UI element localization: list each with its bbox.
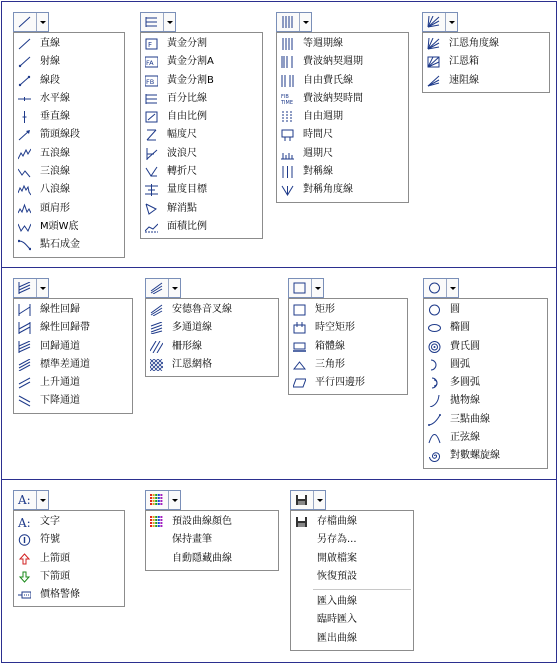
menu-item-label: 自由週期 [303, 111, 343, 123]
menu-item-eight-wave[interactable] [14, 181, 124, 199]
blank-icon [295, 571, 308, 583]
menu-item-label: 價格警條 [40, 589, 80, 601]
segment-icon [18, 75, 31, 87]
wave-ruler-icon [145, 148, 158, 160]
menu-item-regression-band[interactable] [14, 319, 132, 337]
menu-item-label: 正弦線 [450, 432, 480, 444]
chevron-down-icon[interactable] [36, 13, 49, 31]
menu-item-label: 另存為... [317, 534, 357, 546]
annotations-dropdown-menu [13, 510, 125, 607]
blank-icon [295, 596, 308, 608]
menu-item-ellipse[interactable] [424, 319, 547, 337]
menu-item-free-ratio[interactable] [141, 108, 262, 126]
file-toolbar-button[interactable] [290, 490, 326, 510]
menu-item-box-line[interactable] [289, 338, 407, 356]
menu-item-m-top-w-bottom[interactable] [14, 218, 124, 236]
menu-item-gann-box[interactable] [423, 53, 549, 71]
menu-item-horizontal-line[interactable] [14, 90, 124, 108]
gann-fan-icon [427, 16, 441, 29]
rectangle-icon [293, 282, 307, 295]
regression-band-icon [18, 322, 31, 334]
menu-item-price-alert[interactable] [14, 586, 124, 604]
svg-text:FB: FB [146, 77, 155, 86]
ratios-toolbar-button[interactable] [140, 12, 176, 32]
menu-item-fibonacci-cycle[interactable] [277, 53, 408, 71]
menu-item-label: 多通道線 [172, 322, 212, 334]
down-channel-icon [18, 395, 31, 407]
menu-item-golden-ratio-b[interactable] [141, 72, 262, 90]
menu-item-label: 自由比例 [167, 111, 207, 123]
gann-box-icon [427, 56, 440, 68]
menu-item-label: 江恩網格 [172, 358, 212, 370]
menu-item-label: 垂直線 [40, 111, 70, 123]
cycle-lines-icon [281, 16, 295, 29]
blank-icon [295, 633, 308, 645]
color-palette-icon [150, 494, 164, 507]
menu-item-up-channel[interactable] [14, 374, 132, 392]
menu-item-label: 對稱線 [303, 166, 333, 178]
fence-line-icon [150, 341, 163, 353]
std-dev-channel-icon [18, 359, 31, 371]
menu-item-label: 直線 [40, 38, 60, 49]
menu-item-label: 圓 [450, 304, 460, 315]
menu-item-golden-ratio[interactable] [141, 35, 262, 53]
menu-item-auto-hide[interactable] [146, 550, 278, 568]
menu-item-symmetry-angle[interactable] [277, 181, 408, 199]
range-ruler-icon [145, 129, 158, 141]
menu-item-save[interactable] [291, 513, 413, 531]
menu-item-label: 拋物線 [450, 395, 480, 407]
andrews-toolbar-button[interactable] [145, 278, 181, 298]
menu-item-free-cycle[interactable] [277, 108, 408, 126]
menu-item-label: 恢復預設 [317, 570, 357, 582]
rectangle-icon [293, 304, 306, 316]
menu-item-label: 面積比例 [167, 220, 207, 232]
menu-item-label: 週期尺 [303, 147, 333, 159]
menu-item-label: 射線 [40, 56, 60, 68]
menu-item-label: 速阻線 [449, 74, 479, 86]
chevron-down-icon[interactable] [36, 279, 49, 297]
menu-item-plain[interactable] [291, 593, 413, 611]
menu-item-cycle-ruler[interactable] [277, 145, 408, 163]
menu-item-plain[interactable] [291, 568, 413, 586]
lines-toolbar-button[interactable] [13, 12, 49, 32]
menu-item-label: 多圓弧 [450, 377, 480, 389]
menu-item-ray[interactable] [14, 53, 124, 71]
symbol-icon [18, 534, 31, 546]
menu-item-label: 時間尺 [303, 129, 333, 141]
menu-item-down-channel[interactable] [14, 392, 132, 410]
andrews-pitchfork-icon [150, 282, 164, 295]
menu-item-label: 費氏圓 [450, 340, 480, 352]
menu-item-label: 箱體線 [315, 340, 345, 352]
row-divider [1, 267, 557, 268]
golden-ratio-b-icon [145, 75, 158, 87]
symmetry-line-icon [281, 166, 294, 178]
line-icon [18, 16, 32, 29]
menu-item-fence-line[interactable] [146, 338, 278, 356]
menu-item-linear-regression[interactable] [14, 301, 132, 319]
menu-item-label: 江恩角度線 [449, 38, 499, 49]
gold-touch-icon [18, 239, 31, 251]
menu-item-equal-cycle[interactable] [277, 35, 408, 53]
menu-item-plain[interactable] [291, 630, 413, 648]
menu-item-label: 黃金分割B [167, 74, 214, 86]
free-fibonacci-icon [281, 75, 294, 87]
turning-ruler-icon [145, 166, 158, 178]
percent-line-icon [145, 93, 158, 105]
area-ratio-icon [145, 221, 158, 233]
blank-icon [295, 553, 308, 565]
menu-item-gold-touch[interactable] [14, 236, 124, 254]
regression-channel-icon [18, 341, 31, 353]
menu-item-arc[interactable] [424, 356, 547, 374]
gann-grid-icon [150, 359, 163, 371]
menu-item-label: 保持畫筆 [172, 534, 212, 546]
menu-item-label: 對數螺旋線 [450, 450, 500, 462]
menu-item-label: 五浪線 [40, 147, 70, 159]
menu-item-regression-channel[interactable] [14, 338, 132, 356]
curves-toolbar-button[interactable] [423, 278, 459, 298]
menu-item-label: 量度目標 [167, 184, 207, 196]
chevron-down-icon[interactable] [445, 13, 458, 31]
fibonacci-circle-icon [428, 341, 441, 353]
menu-item-label: 預設曲線顏色 [172, 516, 232, 527]
chevron-down-icon[interactable] [163, 13, 176, 31]
menu-item-multi-arc[interactable] [424, 374, 547, 392]
menu-item-sine-line[interactable] [424, 429, 547, 447]
menu-item-label: 費波納契週期 [303, 56, 363, 68]
color-toolbar-button[interactable] [145, 490, 181, 510]
menu-item-label: 自動隱藏曲線 [172, 552, 232, 564]
menu-item-measure-target[interactable] [141, 181, 262, 199]
menu-item-label: 開啟檔案 [317, 552, 357, 564]
ray-icon [18, 56, 31, 68]
menu-item-segment[interactable] [14, 72, 124, 90]
save-icon [295, 494, 309, 507]
three-wave-icon [18, 166, 31, 178]
time-ruler-icon [281, 129, 294, 141]
lines-dropdown-menu [13, 32, 125, 258]
menu-item-label: 圓弧 [450, 358, 470, 370]
triangle-icon [293, 359, 306, 371]
menu-item-label: 頭肩形 [40, 202, 70, 214]
free-cycle-icon [281, 111, 294, 123]
chevron-down-icon[interactable] [168, 279, 181, 297]
menu-item-label: 百分比線 [167, 92, 207, 104]
menu-item-andrews-pitchfork[interactable] [146, 301, 278, 319]
menu-item-plain[interactable] [291, 611, 413, 629]
menu-item-up-arrow[interactable] [14, 550, 124, 568]
channels-dropdown-menu [13, 298, 133, 414]
regression-channel-icon [18, 282, 32, 295]
measure-target-icon [145, 184, 158, 196]
menu-item-time-ruler[interactable] [277, 126, 408, 144]
menu-item-gann-angle[interactable] [423, 35, 549, 53]
menu-item-parabola[interactable] [424, 392, 547, 410]
chevron-down-icon[interactable] [168, 491, 181, 509]
three-point-curve-icon [428, 414, 441, 426]
menu-item-label: 黃金分割A [167, 56, 214, 68]
svg-text:FIB: FIB [281, 93, 289, 100]
symmetry-angle-icon [281, 184, 294, 196]
curves-dropdown-menu [423, 298, 548, 469]
menu-item-free-fibonacci[interactable] [277, 72, 408, 90]
menu-item-label: 標準差通道 [40, 358, 90, 370]
menu-item-label: 時空矩形 [315, 322, 355, 334]
menu-item-label: 水平線 [40, 92, 70, 104]
resolve-point-icon [145, 203, 158, 215]
text-icon: A: [18, 493, 31, 507]
menu-item-line[interactable] [14, 35, 124, 53]
menu-item-vertical-line[interactable] [14, 108, 124, 126]
menu-item-label: 平行四邊形 [315, 377, 365, 389]
menu-item-fibonacci-circle[interactable] [424, 338, 547, 356]
ratios-dropdown-menu [140, 32, 263, 239]
parallelogram-icon [293, 377, 306, 389]
parabola-icon [428, 395, 441, 407]
menu-item-label: 存檔曲線 [317, 516, 357, 527]
equal-cycle-icon [281, 38, 294, 50]
auto-hide-icon [150, 553, 163, 565]
andrews-pitchfork-icon [150, 304, 163, 316]
menu-item-label: 八浪線 [40, 184, 70, 196]
menu-item-label: 點石成金 [40, 239, 80, 251]
svg-text:FA: FA [146, 59, 154, 68]
menu-item-symbol[interactable] [14, 531, 124, 549]
menu-item-label: 江恩箱 [449, 56, 479, 68]
circle-icon [428, 304, 441, 316]
menu-item-plain[interactable] [291, 550, 413, 568]
svg-text:TIME: TIME [281, 99, 294, 105]
menu-item-label: 文字 [40, 516, 60, 527]
menu-item-label: 轉折尺 [167, 166, 197, 178]
menu-item-plain[interactable] [291, 531, 413, 549]
gann-dropdown-menu [422, 32, 550, 93]
menu-item-down-arrow[interactable] [14, 568, 124, 586]
menu-item-resolve-point[interactable] [141, 200, 262, 218]
up-channel-icon [18, 377, 31, 389]
keep-pen-icon [150, 534, 163, 546]
menu-item-multi-channel[interactable] [146, 319, 278, 337]
text-icon: A: [18, 516, 31, 530]
menu-item-label: 自由費氏線 [303, 74, 353, 86]
menu-item-turning-ruler[interactable] [141, 163, 262, 181]
shapes-dropdown-menu [288, 298, 408, 395]
menu-separator [313, 589, 411, 590]
menu-item-label: 三點曲線 [450, 413, 490, 425]
multi-arc-icon [428, 377, 441, 389]
menu-item-label: 對稱角度線 [303, 184, 353, 196]
free-ratio-icon [145, 111, 158, 123]
menu-item-gann-grid[interactable] [146, 356, 278, 374]
menu-item-range-ruler[interactable] [141, 126, 262, 144]
menu-item-circle[interactable] [424, 301, 547, 319]
menu-item-label: 臨時匯入 [317, 614, 357, 626]
menu-item-percent-line[interactable] [141, 90, 262, 108]
head-shoulders-icon [18, 203, 31, 215]
fibonacci-time-icon [281, 93, 294, 105]
box-line-icon [293, 341, 306, 353]
gann-angle-icon [427, 38, 440, 50]
menu-item-speed-resistance[interactable] [423, 72, 549, 90]
menu-item-label: 線性回歸 [40, 304, 80, 315]
menu-item-label: 三浪線 [40, 166, 70, 178]
menu-item-log-spiral[interactable] [424, 447, 547, 465]
menu-item-label: 箭頭線段 [40, 129, 80, 141]
menu-item-label: 橢圓 [450, 322, 470, 334]
menu-item-golden-ratio-a[interactable] [141, 53, 262, 71]
log-spiral-icon [428, 450, 441, 462]
menu-item-label: 波浪尺 [167, 147, 197, 159]
m-top-w-bottom-icon [18, 221, 31, 233]
menu-item-label: 柵形線 [172, 340, 202, 352]
andrews-dropdown-menu [145, 298, 279, 377]
menu-item-label: 上升通道 [40, 377, 80, 389]
cycles-dropdown-menu [276, 32, 409, 203]
channels-toolbar-button[interactable] [13, 278, 49, 298]
file-dropdown-menu [290, 510, 414, 651]
five-wave-icon [18, 148, 31, 160]
menu-item-label: 黃金分割 [167, 38, 207, 49]
default-color-icon [150, 516, 163, 528]
menu-item-rectangle[interactable] [289, 301, 407, 319]
eight-wave-icon [18, 184, 31, 196]
menu-item-label: 三角形 [315, 358, 345, 370]
menu-item-label: 解消點 [167, 202, 197, 214]
menu-item-text[interactable] [14, 513, 124, 531]
gann-toolbar-button[interactable] [422, 12, 458, 32]
blank-icon [295, 614, 308, 626]
menu-item-area-ratio[interactable] [141, 218, 262, 236]
menu-item-label: 費波納契時間 [303, 92, 363, 104]
menu-item-arrow-segment[interactable] [14, 126, 124, 144]
menu-item-wave-ruler[interactable] [141, 145, 262, 163]
menu-item-fibonacci-time[interactable] [277, 90, 408, 108]
vertical-line-icon [18, 111, 31, 123]
sine-line-icon [428, 432, 441, 444]
svg-text:F: F [148, 41, 153, 49]
circle-icon [428, 282, 442, 295]
menu-item-label: M頭W底 [40, 220, 79, 232]
menu-item-five-wave[interactable] [14, 145, 124, 163]
up-arrow-icon [18, 553, 31, 565]
down-arrow-icon [18, 571, 31, 583]
menu-item-label: 下箭頭 [40, 570, 70, 582]
menu-item-time-space-rect[interactable] [289, 319, 407, 337]
menu-item-label: 矩形 [315, 304, 335, 315]
menu-item-default-color[interactable] [146, 513, 278, 531]
menu-item-label: 線段 [40, 74, 60, 86]
price-alert-icon [18, 589, 31, 601]
golden-ratio-a-icon [145, 56, 158, 68]
menu-item-label: 下降通道 [40, 395, 80, 407]
chevron-down-icon[interactable] [446, 279, 459, 297]
menu-item-label: 幅度尺 [167, 129, 197, 141]
arc-icon [428, 359, 441, 371]
color-dropdown-menu [145, 510, 279, 571]
menu-item-label: 符號 [40, 534, 60, 546]
ellipse-icon [428, 322, 441, 334]
time-space-rect-icon [293, 322, 306, 334]
menu-item-label: 線性回歸帶 [40, 322, 90, 334]
chevron-down-icon[interactable] [311, 279, 324, 297]
row-divider [1, 479, 557, 480]
save-icon [295, 516, 308, 528]
menu-item-label: 安德魯音叉線 [172, 304, 232, 315]
menu-item-label: 回歸通道 [40, 340, 80, 352]
fibonacci-cycle-icon [281, 56, 294, 68]
horizontal-line-icon [18, 93, 31, 105]
menu-item-head-shoulders[interactable] [14, 200, 124, 218]
cycle-ruler-icon [281, 148, 294, 160]
blank-icon [295, 534, 308, 546]
menu-item-label: 匯入曲線 [317, 596, 357, 608]
multi-channel-icon [150, 322, 163, 334]
menu-item-three-wave[interactable] [14, 163, 124, 181]
menu-item-label: 等週期線 [303, 38, 343, 49]
linear-regression-icon [18, 304, 31, 316]
chevron-down-icon[interactable] [36, 491, 49, 509]
golden-ratio-icon [145, 38, 158, 50]
menu-item-symmetry-line[interactable] [277, 163, 408, 181]
menu-item-three-point-curve[interactable] [424, 411, 547, 429]
chevron-down-icon[interactable] [299, 13, 312, 31]
menu-item-parallelogram[interactable] [289, 374, 407, 392]
percent-ratio-icon [145, 16, 159, 29]
annotations-toolbar-button[interactable] [13, 490, 49, 510]
cycles-toolbar-button[interactable] [276, 12, 312, 32]
arrow-segment-icon [18, 129, 31, 141]
menu-item-triangle[interactable] [289, 356, 407, 374]
menu-item-label: 上箭頭 [40, 552, 70, 564]
line-icon [18, 38, 31, 50]
speed-resistance-icon [427, 75, 440, 87]
menu-item-label: 匯出曲線 [317, 632, 357, 644]
menu-item-keep-pen[interactable] [146, 531, 278, 549]
shapes-toolbar-button[interactable] [288, 278, 324, 298]
menu-item-std-dev-channel[interactable] [14, 356, 132, 374]
chevron-down-icon[interactable] [313, 491, 326, 509]
